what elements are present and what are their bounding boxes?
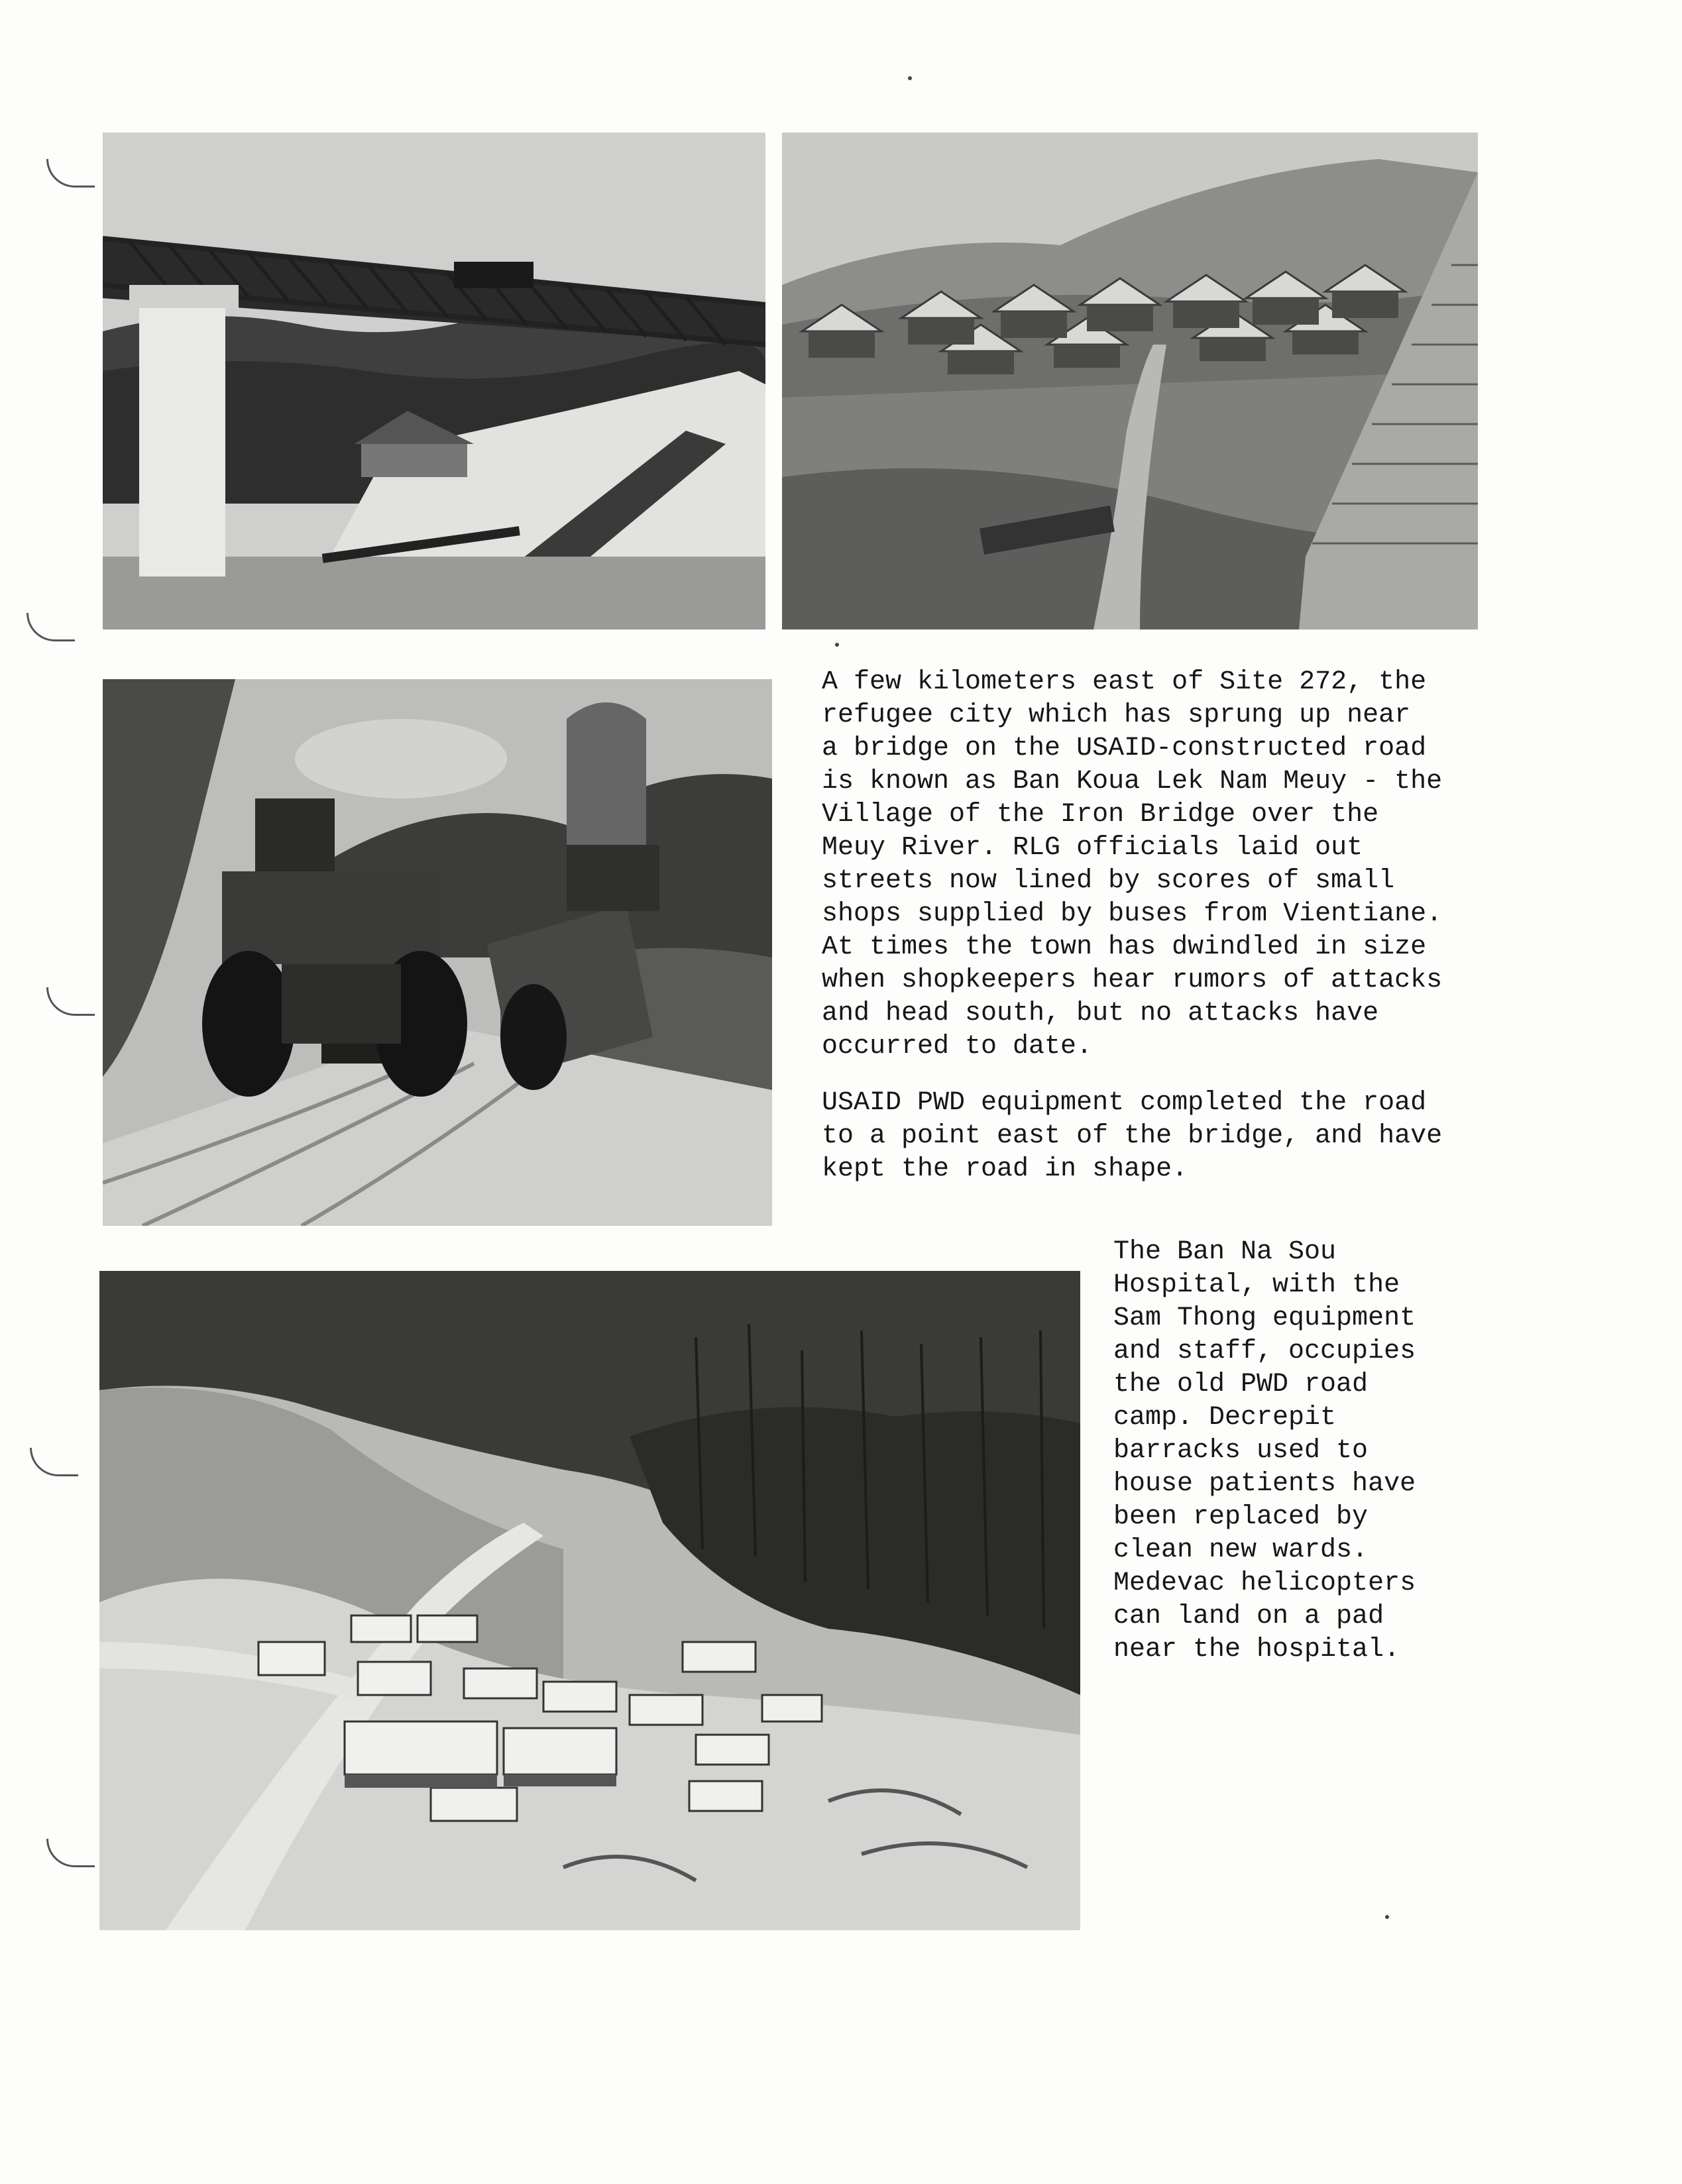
caption-refugee-city: A few kilometers east of Site 272, the refugee city which has sprung up near a bridge on the USAID-constructed road is known as Ban Koua Lek Nam Meuy - the Village of the Iron Bridge over the Meuy River. RLG officials laid out streets now lined by scores of small shops supplied by buses from Vientiane. At times the town has dwindled in size when shopkeepers hear rumors of attacks and head south, but no attacks have occurred to date. <box>822 667 1443 1062</box>
iron-bridge-image <box>103 133 765 629</box>
photo-refugee-village <box>782 133 1478 629</box>
hospital-camp-image <box>99 1271 1080 1930</box>
refugee-village-image <box>782 133 1478 629</box>
binder-hole-mark-3 <box>46 987 95 1016</box>
binder-hole-mark-5 <box>46 1839 95 1867</box>
binder-hole-mark-1 <box>46 159 95 188</box>
scan-speck <box>1385 1915 1389 1919</box>
binder-hole-mark-2 <box>27 613 75 641</box>
photo-road-equipment <box>103 679 772 1226</box>
caption-pwd-equipment: USAID PWD equipment completed the road to a point east of the bridge, and have kept the road in shape. <box>822 1088 1443 1184</box>
scan-speck <box>908 76 912 80</box>
scan-speck <box>835 643 839 647</box>
photo-iron-bridge <box>103 133 765 629</box>
road-equipment-image <box>103 679 772 1226</box>
caption-hospital: The Ban Na Sou Hospital, with the Sam Thong equipment and staff, occupies the old PWD road camp. Decrepit barracks used to house patients have been replaced by clean new wards. Medevac helicopters can land on a pad near the hospital. <box>1113 1237 1416 1665</box>
binder-hole-mark-4 <box>30 1448 78 1476</box>
photo-hospital-camp <box>99 1271 1080 1930</box>
